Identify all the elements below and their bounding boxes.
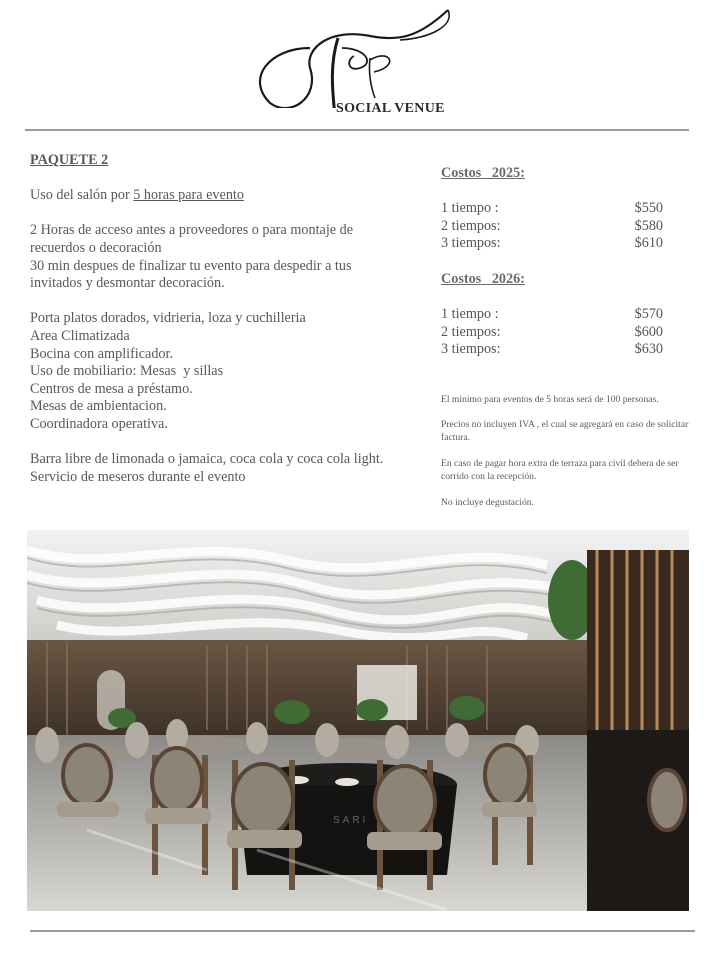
usage-line: Uso del salón por 5 horas para evento xyxy=(30,187,244,204)
photo-watermark: SARI xyxy=(333,815,369,826)
note-terrace: En caso de pagar hora extra de terraza para civil debera de ser corrido con la recepción. xyxy=(441,458,679,482)
access-line: 30 min despues de finalizar tu evento para despedir a tus xyxy=(30,257,352,274)
usage-hours: 5 horas para evento xyxy=(133,187,244,204)
cost-title-2026: Costos 2026: xyxy=(441,271,525,287)
price-row: 1 tiempo : $550 xyxy=(441,200,663,216)
price-row: 3 tiempos: $630 xyxy=(441,341,663,358)
include-item: Uso de mobiliario: Mesas y sillas xyxy=(30,363,224,380)
price-row: 3 tiempos: $610 xyxy=(441,235,663,252)
include-item: Centros de mesa a préstamo. xyxy=(30,380,193,397)
include-item: Area Climatizada xyxy=(30,327,130,344)
package-title: PAQUETE 2 xyxy=(30,152,109,168)
note-tasting: No incluye degustación. xyxy=(441,497,534,508)
note-iva: Precios no incluyen IVA , el cual se agregará en caso de solicitar factura. xyxy=(441,419,689,443)
price-row: 2 tiempos: $580 xyxy=(441,217,663,234)
extra-item: Barra libre de limonada o jamaica, coca cola y coca cola light. xyxy=(30,451,384,468)
cost-title-2025: Costos 2025: xyxy=(441,165,525,181)
package-details xyxy=(30,152,410,486)
note-minimum: El minimo para eventos de 5 horas será de 100 personas. xyxy=(441,394,659,405)
access-line: invitados y desmontar decoración. xyxy=(30,275,225,292)
price-row: 1 tiempo : $570 xyxy=(441,306,663,322)
venue-logo xyxy=(250,8,460,123)
extra-item: Servicio de meseros durante el evento xyxy=(30,468,246,485)
top-divider xyxy=(25,129,689,131)
price-row: 2 tiempos: $600 xyxy=(441,323,663,340)
include-item: Coordinadora operativa. xyxy=(30,415,168,432)
include-item: Mesas de ambientacion. xyxy=(30,398,167,415)
top-monogram-icon xyxy=(250,8,460,108)
bottom-divider xyxy=(30,930,695,932)
include-item: Bocina con amplificador. xyxy=(30,345,174,362)
logo-venue-text: SOCIAL VENUE xyxy=(336,101,445,116)
include-item: Porta platos dorados, vidrieria, loza y cuchilleria xyxy=(30,310,306,327)
venue-photo xyxy=(27,530,689,911)
access-line: 2 Horas de acceso antes a proveedores o para montaje de xyxy=(30,222,354,239)
access-line: recuerdos o decoración xyxy=(30,239,162,256)
